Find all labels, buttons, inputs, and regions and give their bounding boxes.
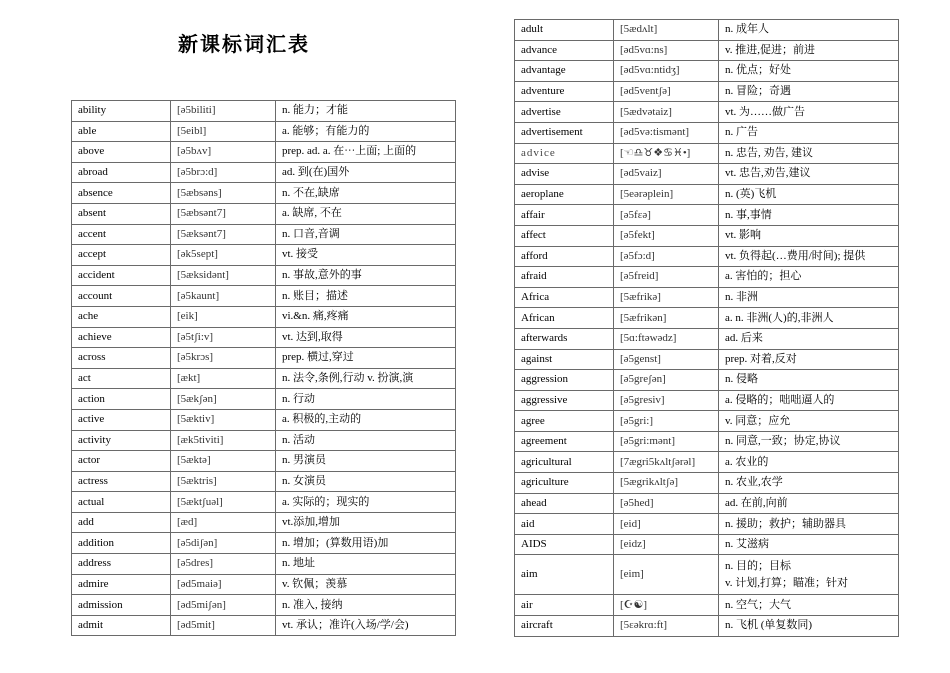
vocab-meaning: vt.添加,增加 (276, 512, 456, 533)
vocab-word: agreement (515, 431, 614, 452)
vocab-word: agriculture (515, 473, 614, 494)
vocab-meaning: n. 女演员 (276, 471, 456, 492)
vocab-meaning: a. 侵略的；咄咄逼人的 (719, 390, 899, 411)
vocab-word: advise (515, 164, 614, 185)
vocab-word: AIDS (515, 534, 614, 555)
vocab-row (72, 162, 456, 183)
vocab-meaning: a. n. 非洲(人)的,非洲人 (719, 308, 899, 329)
vocab-word: agree (515, 411, 614, 432)
vocab-word: absence (72, 183, 171, 204)
vocab-meaning: vt. 负得起(…费用/时间); 提供 (719, 246, 899, 267)
vocab-phonetic: [ə5fɔ:d] (614, 246, 719, 267)
vocab-word: affect (515, 225, 614, 246)
vocab-row (515, 267, 899, 288)
vocab-meaning: n. 冒险；奇遇 (719, 81, 899, 102)
vocab-row (515, 473, 899, 494)
vocab-phonetic: [æk5tiviti] (171, 430, 276, 451)
vocab-row (515, 102, 899, 123)
vocab-meaning: n. 优点；好处 (719, 61, 899, 82)
vocab-row (72, 142, 456, 163)
vocab-phonetic: [ə5krɔs] (171, 348, 276, 369)
vocab-row (515, 143, 899, 164)
vocab-row (515, 61, 899, 82)
vocab-phonetic: [əd5maiə] (171, 574, 276, 595)
vocab-row (72, 306, 456, 327)
vocab-word: African (515, 308, 614, 329)
vocab-meaning: vt. 接受 (276, 245, 456, 266)
vocab-meaning: a. 农业的 (719, 452, 899, 473)
vocab-phonetic: [5æktris] (171, 471, 276, 492)
vocab-row (72, 224, 456, 245)
vocab-phonetic: [ə5greʃən] (614, 370, 719, 391)
vocab-row (72, 471, 456, 492)
vocab-row (515, 349, 899, 370)
vocab-phonetic: [5æktʃuəl] (171, 492, 276, 513)
vocabulary-table-left (71, 100, 456, 636)
vocab-meaning: ad. 在前,向前 (719, 493, 899, 514)
vocab-meaning: vt. 为……做广告 (719, 102, 899, 123)
vocab-row (515, 122, 899, 143)
vocab-phonetic: [əd5mit] (171, 615, 276, 636)
vocab-word: advice (515, 143, 614, 164)
vocab-phonetic: [ækt] (171, 368, 276, 389)
vocab-row (515, 616, 899, 637)
vocab-word: achieve (72, 327, 171, 348)
vocab-word: agricultural (515, 452, 614, 473)
vocab-meaning: v. 同意；应允 (719, 411, 899, 432)
vocab-meaning: n. 账目；描述 (276, 286, 456, 307)
vocab-word: accident (72, 265, 171, 286)
vocab-word: activity (72, 430, 171, 451)
vocab-row (515, 308, 899, 329)
vocab-phonetic: [ə5gresiv] (614, 390, 719, 411)
vocab-phonetic: [5æktiv] (171, 409, 276, 430)
vocab-meaning: n. 成年人 (719, 20, 899, 41)
vocab-phonetic: [ə5freid] (614, 267, 719, 288)
vocab-phonetic: [æd] (171, 512, 276, 533)
vocab-word: absent (72, 203, 171, 224)
vocab-phonetic: [5æfrikən] (614, 308, 719, 329)
vocab-phonetic: [ə5fekt] (614, 225, 719, 246)
vocab-meaning-line: v. 计划,打算；瞄准；针对 (725, 576, 849, 589)
vocab-meaning: n. 活动 (276, 430, 456, 451)
vocab-phonetic: [5eərəplein] (614, 184, 719, 205)
vocab-phonetic: [5æksənt7] (171, 224, 276, 245)
vocab-word: across (72, 348, 171, 369)
vocab-phonetic: [ə5gri:mənt] (614, 431, 719, 452)
vocab-phonetic: [5ækʃən] (171, 389, 276, 410)
vocab-meaning: n. 空气；大气 (719, 595, 899, 616)
vocab-row (72, 451, 456, 472)
vocab-phonetic: [eidz] (614, 534, 719, 555)
vocab-row (72, 348, 456, 369)
vocab-meaning: n. 不在,缺席 (276, 183, 456, 204)
vocab-word: account (72, 286, 171, 307)
vocab-phonetic: [eim] (614, 555, 719, 595)
vocab-row (72, 327, 456, 348)
vocab-phonetic: [ə5tʃi:v] (171, 327, 276, 348)
vocab-word: abroad (72, 162, 171, 183)
vocab-phonetic: [☜♎︎♉︎❖♋︎♓︎•] (614, 143, 719, 164)
vocab-word: advance (515, 40, 614, 61)
page-title: 新课标词汇表 (178, 32, 310, 56)
vocab-word: accept (72, 245, 171, 266)
vocab-word: advertise (515, 102, 614, 123)
vocab-phonetic: [eik] (171, 306, 276, 327)
vocab-phonetic: [ə5brɔ:d] (171, 162, 276, 183)
vocab-meaning: prep. 对着,反对 (719, 349, 899, 370)
vocab-row (72, 430, 456, 451)
vocab-word: adult (515, 20, 614, 41)
vocab-row (515, 411, 899, 432)
vocab-meaning: vt. 承认；准许(入场/学/会) (276, 615, 456, 636)
vocab-meaning: vi.&n. 痛,疼痛 (276, 306, 456, 327)
vocab-word: aggression (515, 370, 614, 391)
vocab-row (72, 512, 456, 533)
vocab-meaning: prep. 横过,穿过 (276, 348, 456, 369)
vocab-phonetic: [ə5bʌv] (171, 142, 276, 163)
vocab-row (515, 20, 899, 41)
vocab-phonetic: [əd5vaiz] (614, 164, 719, 185)
vocab-phonetic: [əd5vɑ:ns] (614, 40, 719, 61)
vocab-meaning: n. 忠告, 劝告, 建议 (719, 143, 899, 164)
vocab-row (515, 184, 899, 205)
vocab-phonetic: [5æbsəns] (171, 183, 276, 204)
vocab-phonetic: [ə5dres] (171, 554, 276, 575)
vocab-meaning: ad. 到(在)国外 (276, 162, 456, 183)
vocab-meaning: n. 同意,一致；协定,协议 (719, 431, 899, 452)
vocab-meaning-line: n. 目的；目标 (725, 559, 791, 572)
vocab-word: afterwards (515, 328, 614, 349)
vocab-row (515, 225, 899, 246)
vocab-meaning: n. 事故,意外的事 (276, 265, 456, 286)
vocab-phonetic: [5ɛəkrɑ:ft] (614, 616, 719, 637)
vocab-phonetic: [ə5gri:] (614, 411, 719, 432)
vocab-row (72, 203, 456, 224)
vocab-word: afford (515, 246, 614, 267)
vocab-row (72, 286, 456, 307)
vocab-row (72, 121, 456, 142)
vocab-phonetic: [5æfrikə] (614, 287, 719, 308)
vocabulary-table-right (514, 19, 899, 637)
vocab-meaning: vt. 忠告,劝告,建议 (719, 164, 899, 185)
vocab-row (515, 81, 899, 102)
vocab-phonetic: [ə5biliti] (171, 101, 276, 122)
vocab-phonetic: [ə5genst] (614, 349, 719, 370)
vocab-meaning: a. 害怕的；担心 (719, 267, 899, 288)
vocab-meaning: n. 准入, 接纳 (276, 595, 456, 616)
vocab-word: act (72, 368, 171, 389)
vocab-word: against (515, 349, 614, 370)
vocab-word: address (72, 554, 171, 575)
vocab-meaning: n. 侵略 (719, 370, 899, 391)
vocab-word: add (72, 512, 171, 533)
vocab-row (72, 615, 456, 636)
vocab-word: active (72, 409, 171, 430)
vocab-row (72, 533, 456, 554)
vocab-phonetic: [5ædʌlt] (614, 20, 719, 41)
vocab-row (72, 245, 456, 266)
vocab-word: aim (515, 555, 614, 595)
vocab-word: above (72, 142, 171, 163)
vocab-row (515, 328, 899, 349)
vocab-word: afraid (515, 267, 614, 288)
vocab-meaning: n. 农业,农学 (719, 473, 899, 494)
vocab-row (72, 183, 456, 204)
vocab-word: aid (515, 514, 614, 535)
vocab-row (515, 164, 899, 185)
vocab-row (72, 265, 456, 286)
vocab-row (515, 595, 899, 616)
vocab-word: ahead (515, 493, 614, 514)
vocab-row (72, 389, 456, 410)
vocab-word: able (72, 121, 171, 142)
vocab-row (72, 368, 456, 389)
vocab-word: aeroplane (515, 184, 614, 205)
vocab-row (515, 246, 899, 267)
vocab-word: actress (72, 471, 171, 492)
vocab-phonetic: [☪︎☯︎] (614, 595, 719, 616)
vocab-phonetic: [5æbsənt7] (171, 203, 276, 224)
vocab-meaning: n. 能力；才能 (276, 101, 456, 122)
vocab-meaning: vt. 达到,取得 (276, 327, 456, 348)
vocab-word: actual (72, 492, 171, 513)
vocab-word: ache (72, 306, 171, 327)
vocab-meaning: n. 口音,音调 (276, 224, 456, 245)
vocab-phonetic: [əd5vɑ:ntidʒ] (614, 61, 719, 82)
vocab-row (72, 492, 456, 513)
vocab-word: admire (72, 574, 171, 595)
vocab-row (515, 514, 899, 535)
vocab-row (515, 205, 899, 226)
vocab-row (515, 370, 899, 391)
vocab-row (515, 287, 899, 308)
vocab-row (72, 595, 456, 616)
vocab-meaning: n. 事,事情 (719, 205, 899, 226)
vocab-row (515, 555, 899, 595)
vocab-row (515, 452, 899, 473)
vocab-word: advertisement (515, 122, 614, 143)
vocab-row (72, 554, 456, 575)
vocab-word: aircraft (515, 616, 614, 637)
vocab-word: adventure (515, 81, 614, 102)
vocab-phonetic: [5ædvətaiz] (614, 102, 719, 123)
vocab-meaning: a. 缺席, 不在 (276, 203, 456, 224)
vocab-phonetic: [ə5fɛə] (614, 205, 719, 226)
vocab-meaning: ad. 后来 (719, 328, 899, 349)
vocab-row (515, 431, 899, 452)
vocab-phonetic: [5ɑ:ftəwədz] (614, 328, 719, 349)
vocab-meaning: n. 援助；救护；辅助器具 (719, 514, 899, 535)
vocab-meaning: n. 飞机 (单复数同) (719, 616, 899, 637)
vocab-phonetic: [5ægrikʌltʃə] (614, 473, 719, 494)
vocab-meaning: n. (英)飞机 (719, 184, 899, 205)
vocab-word: aggressive (515, 390, 614, 411)
vocab-row (515, 534, 899, 555)
vocab-phonetic: [ə5diʃən] (171, 533, 276, 554)
vocab-phonetic: [əd5ventʃə] (614, 81, 719, 102)
vocab-phonetic: [5æktə] (171, 451, 276, 472)
vocab-row (515, 390, 899, 411)
vocab-word: accent (72, 224, 171, 245)
vocab-phonetic: [7ægri5kʌltʃərəl] (614, 452, 719, 473)
vocab-meaning: n. 法令,条例,行动 v. 扮演,演 (276, 368, 456, 389)
vocab-meaning: v. 推进,促进；前进 (719, 40, 899, 61)
vocab-word: admit (72, 615, 171, 636)
vocab-row (515, 40, 899, 61)
vocab-meaning: vt. 影响 (719, 225, 899, 246)
vocab-meaning: v. 钦佩；羡慕 (276, 574, 456, 595)
vocab-phonetic: [ə5hed] (614, 493, 719, 514)
vocab-phonetic: [5æksidənt] (171, 265, 276, 286)
vocab-meaning: n. 非洲 (719, 287, 899, 308)
vocab-meaning: n. 广告 (719, 122, 899, 143)
vocab-row (72, 409, 456, 430)
vocab-phonetic: [5eibl] (171, 121, 276, 142)
vocab-word: actor (72, 451, 171, 472)
vocab-meaning: a. 能够；有能力的 (276, 121, 456, 142)
vocab-meaning: n. 行动 (276, 389, 456, 410)
vocab-meaning (719, 555, 899, 595)
vocab-phonetic: [əd5və:tismənt] (614, 122, 719, 143)
vocab-meaning: a. 实际的；现实的 (276, 492, 456, 513)
vocab-word: addition (72, 533, 171, 554)
vocab-phonetic: [eid] (614, 514, 719, 535)
vocab-meaning: n. 艾滋病 (719, 534, 899, 555)
vocab-phonetic: [ək5sept] (171, 245, 276, 266)
vocab-meaning: n. 增加；(算数用语)加 (276, 533, 456, 554)
vocab-word: action (72, 389, 171, 410)
vocab-meaning: a. 积极的,主动的 (276, 409, 456, 430)
vocab-meaning: n. 男演员 (276, 451, 456, 472)
vocab-row (72, 574, 456, 595)
vocab-meaning: prep. ad. a. 在⋯上面; 上面的 (276, 142, 456, 163)
vocab-word: affair (515, 205, 614, 226)
vocab-phonetic: [əd5miʃən] (171, 595, 276, 616)
vocab-phonetic: [ə5kaunt] (171, 286, 276, 307)
vocab-meaning: n. 地址 (276, 554, 456, 575)
vocab-word: ability (72, 101, 171, 122)
vocab-word: Africa (515, 287, 614, 308)
vocab-word: air (515, 595, 614, 616)
vocab-row (515, 493, 899, 514)
vocab-word: admission (72, 595, 171, 616)
vocab-row (72, 101, 456, 122)
vocab-word: advantage (515, 61, 614, 82)
